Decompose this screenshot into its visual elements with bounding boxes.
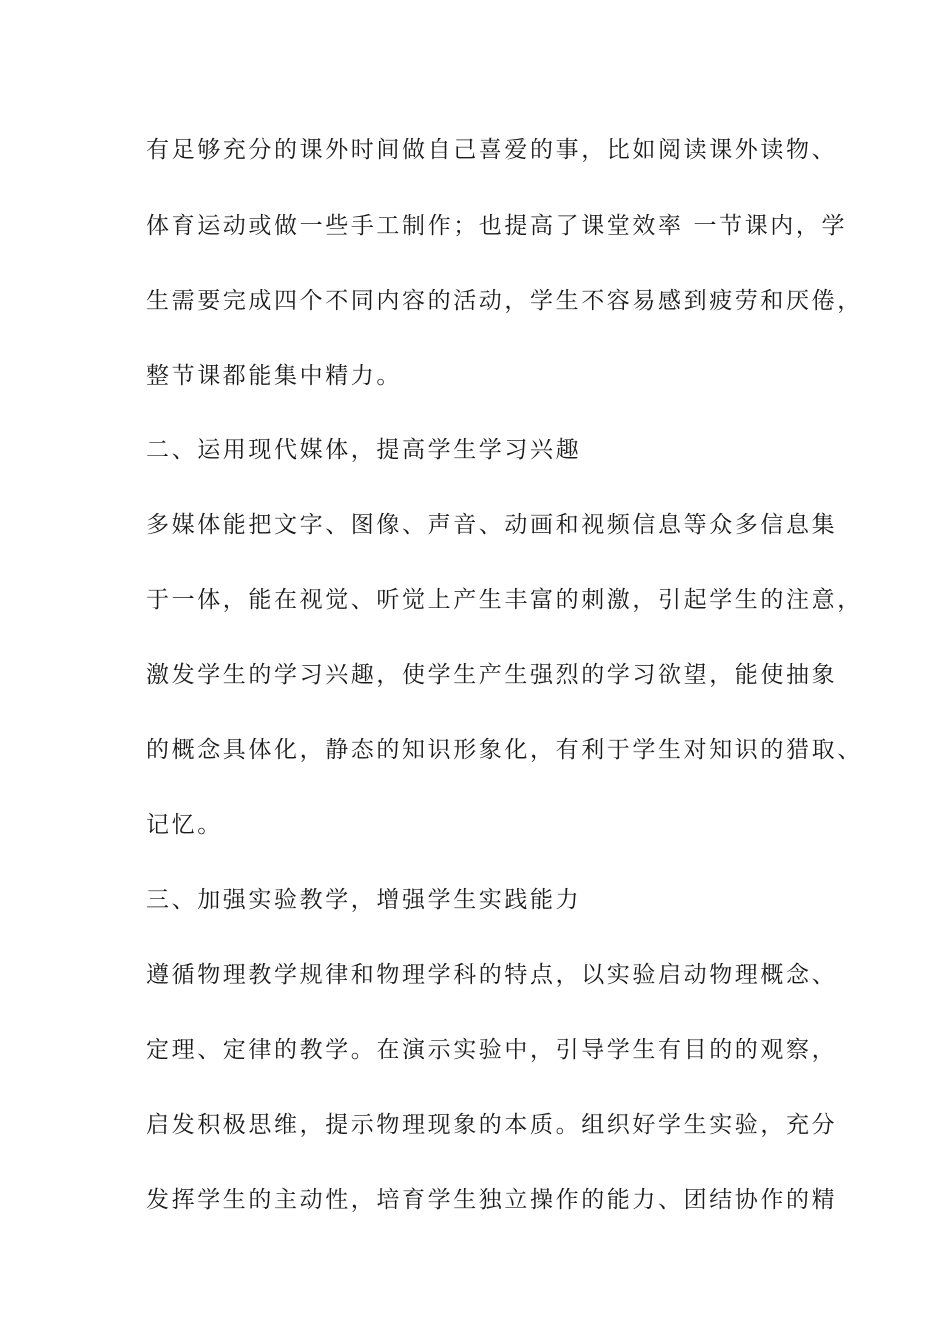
paragraph-line: 整节课都能集中精力。: [146, 363, 402, 389]
paragraph-line: 激发学生的学习兴趣，使学生产生强烈的学习欲望，能使抽象: [146, 662, 838, 688]
paragraph-line: 遵循物理教学规律和物理学科的特点，以实验启动物理概念、: [146, 962, 838, 988]
paragraph-line: 启发积极思维，提示物理现象的本质。组织好学生实验，充分: [146, 1112, 838, 1138]
paragraph-line: 多媒体能把文字、图像、声音、动画和视频信息等众多信息集: [146, 512, 838, 538]
paragraph-line: 的概念具体化，静态的知识形象化，有利于学生对知识的猎取、: [146, 737, 863, 763]
paragraph-line: 记忆。: [146, 812, 223, 838]
section-heading: 二、运用现代媒体，提高学生学习兴趣: [146, 437, 582, 463]
paragraph-line: 于一体，能在视觉、听觉上产生丰富的刺激，引起学生的注意，: [146, 587, 863, 613]
paragraph-line: 体育运动或做一些手工制作；也提高了课堂效率 一节课内，学: [146, 213, 848, 239]
paragraph-line: 定理、定律的教学。在演示实验中，引导学生有目的的观察，: [146, 1037, 838, 1063]
paragraph-line: 有足够充分的课外时间做自己喜爱的事，比如阅读课外读物、: [146, 137, 838, 163]
paragraph-line: 发挥学生的主动性，培育学生独立操作的能力、团结协作的精: [146, 1187, 838, 1213]
section-heading: 三、加强实验教学，增强学生实践能力: [146, 887, 582, 913]
paragraph-line: 生需要完成四个不同内容的活动，学生不容易感到疲劳和厌倦，: [146, 288, 863, 314]
